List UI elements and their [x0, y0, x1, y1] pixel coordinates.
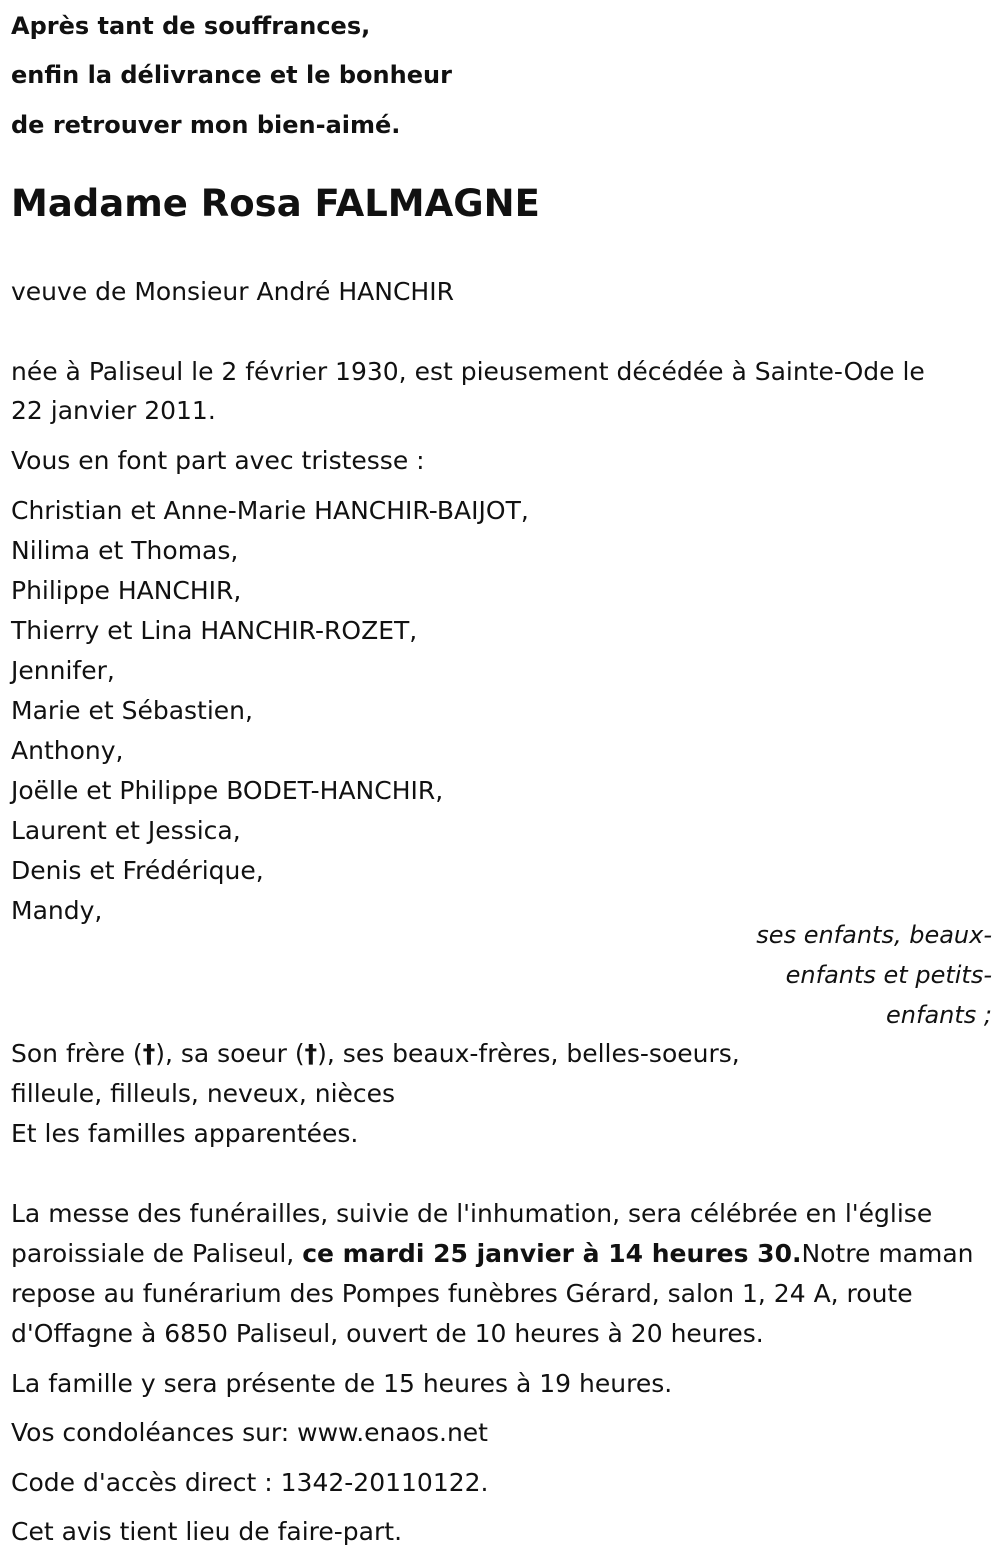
family-member: Joëlle et Philippe BODET-HANCHIR, [11, 776, 444, 805]
family-member: Thierry et Lina HANCHIR-ROZET, [11, 616, 418, 645]
family-member: Denis et Frédérique, [11, 856, 264, 885]
funeral-line [11, 1234, 974, 1274]
funeral-text: paroissiale de Paliseul, [11, 1239, 303, 1268]
presence-line: La famille y sera présente de 15 heures à 19 heures. [11, 1369, 673, 1398]
family-role-line: enfants ; [886, 1001, 992, 1029]
deceased-name: Madame Rosa FALMAGNE [11, 182, 540, 225]
epigraph-line: de retrouver mon bien-aimé. [11, 111, 401, 139]
family-role-line: ses enfants, beaux- [756, 921, 992, 949]
family-member: Anthony, [11, 736, 124, 765]
cross-icon: † [304, 1039, 318, 1068]
siblings-text: ), sa soeur ( [155, 1039, 305, 1068]
relatives-line: Et les familles apparentées. [11, 1119, 359, 1148]
birth-death-line: 22 janvier 2011. [11, 396, 216, 425]
relatives-line: filleule, filleuls, neveux, nièces [11, 1079, 396, 1108]
family-member: Mandy, [11, 896, 103, 925]
funeral-text: Notre maman [801, 1239, 974, 1268]
epigraph-line: enfin la délivrance et le bonheur [11, 61, 452, 89]
siblings-text: Son frère ( [11, 1039, 143, 1068]
birth-death-line: née à Paliseul le 2 février 1930, est pieusement décédée à Sainte-Ode le [11, 357, 925, 386]
funeral-line: repose au funérarium des Pompes funèbres Gérard, salon 1, 24 A, route [11, 1279, 913, 1308]
family-member: Jennifer, [11, 656, 115, 685]
siblings-text: ), ses beaux-frères, belles-soeurs, [317, 1039, 740, 1068]
announcement-line: Vous en font part avec tristesse : [11, 446, 425, 475]
funeral-line: La messe des funérailles, suivie de l'inhumation, sera célébrée en l'église [11, 1199, 933, 1228]
funeral-date: ce mardi 25 janvier à 14 heures 30. [302, 1239, 802, 1268]
cross-icon: † [142, 1039, 156, 1068]
access-code-line: Code d'accès direct : 1342-20110122. [11, 1468, 489, 1497]
widow-line: veuve de Monsieur André HANCHIR [11, 277, 454, 306]
family-member: Christian et Anne-Marie HANCHIR-BAIJOT, [11, 496, 529, 525]
condolences-line: Vos condoléances sur: www.enaos.net [11, 1418, 488, 1447]
funeral-line: d'Offagne à 6850 Paliseul, ouvert de 10 heures à 20 heures. [11, 1319, 764, 1348]
family-member: Philippe HANCHIR, [11, 576, 242, 605]
siblings-line [11, 1034, 740, 1074]
epigraph-line: Après tant de souffrances, [11, 12, 371, 40]
family-member: Marie et Sébastien, [11, 696, 253, 725]
family-role-line: enfants et petits- [785, 961, 992, 989]
family-member: Laurent et Jessica, [11, 816, 241, 845]
notice-line: Cet avis tient lieu de faire-part. [11, 1517, 403, 1546]
family-member: Nilima et Thomas, [11, 536, 239, 565]
